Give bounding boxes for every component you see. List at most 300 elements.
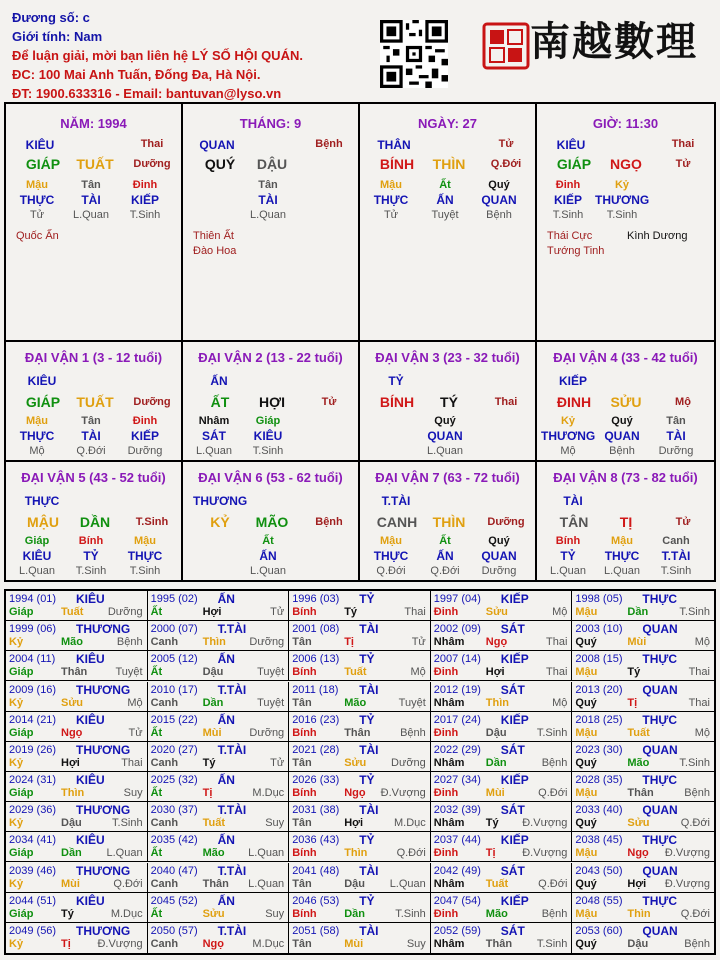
ten-god: KIẾP — [558, 374, 587, 388]
hidden-stem: Kỷ — [560, 415, 576, 427]
year-label: 2053 (60) — [575, 924, 623, 937]
year-label: 2018 (25) — [575, 713, 623, 726]
year-branch: Tý — [202, 756, 216, 769]
year-state: T.Sinh — [536, 937, 568, 950]
year-ten-god: TỶ — [359, 652, 375, 667]
branch-state: Bệnh — [315, 516, 343, 528]
year-label: 2048 (55) — [575, 894, 623, 907]
hidden-state: Bệnh — [486, 209, 512, 221]
year-state: Tuyệt — [398, 696, 426, 709]
year-branch: Tuất — [627, 726, 650, 739]
hidden-state: Tử — [383, 209, 399, 221]
year-label: 2042 (49) — [433, 864, 481, 877]
year-ten-god: QUAN — [642, 923, 678, 938]
year-cell — [289, 621, 431, 651]
year-branch: Dậu — [202, 666, 224, 679]
year-label: 2031 (38) — [292, 804, 340, 817]
branch-state: Q.Đới — [490, 158, 522, 170]
year-branch: Mão — [627, 756, 650, 769]
year-cell — [572, 651, 714, 681]
year-label: 2011 (18) — [292, 683, 339, 696]
year-cell — [431, 772, 573, 802]
ten-god: TỶ — [388, 374, 404, 388]
hidden-state: T.Sinh — [660, 565, 692, 577]
year-ten-god: QUAN — [642, 622, 678, 637]
hidden-stem: Mậu — [611, 535, 633, 547]
year-branch: Ngọ — [627, 847, 649, 860]
year-stem: Giáp — [9, 606, 34, 618]
year-stem: Quý — [575, 817, 597, 830]
year-branch: Ngọ — [202, 937, 224, 950]
luck-title: ĐẠI VẬN 4 (33 - 42 tuổi) — [553, 350, 698, 365]
hidden-stem: Mậu — [26, 415, 48, 427]
year-label: 1998 (05) — [575, 593, 623, 605]
year-label: 2034 (41) — [9, 834, 57, 847]
year-cell — [148, 893, 290, 923]
year-branch: Thân — [344, 726, 371, 739]
year-ten-god: ẤN — [217, 712, 235, 727]
year-branch: Sửu — [485, 606, 508, 618]
year-state: Bệnh — [541, 756, 568, 769]
red-seal-icon — [482, 22, 530, 70]
year-state: Đ.Vượng — [522, 847, 568, 860]
year-state: L.Quan — [389, 877, 426, 890]
year-ten-god: KIẾP — [500, 712, 529, 727]
year-branch: Thìn — [61, 787, 85, 799]
hidden-god: SÁT — [202, 429, 226, 443]
year-branch: Tị — [485, 847, 496, 860]
year-label: 2028 (35) — [575, 774, 623, 786]
year-state: Tử — [270, 756, 285, 769]
year-stem: Canh — [150, 937, 179, 950]
year-cell — [6, 651, 148, 681]
ten-god: T.TÀI — [381, 494, 411, 508]
year-label: 2015 (22) — [150, 713, 198, 726]
year-branch: Sửu — [61, 696, 84, 709]
year-stem: Bính — [292, 726, 317, 739]
year-ten-god: T.TÀI — [217, 863, 247, 878]
year-branch: Tý — [627, 666, 641, 679]
year-stem: Nhâm — [433, 877, 465, 890]
year-stem: Canh — [150, 817, 179, 830]
year-cell — [148, 923, 290, 953]
year-ten-god: ẤN — [217, 773, 235, 787]
ten-god: KIÊU — [556, 138, 586, 152]
year-ten-god: T.TÀI — [217, 803, 247, 818]
year-stem: Đinh — [433, 787, 459, 799]
hidden-stem: Bính — [555, 535, 581, 547]
year-cell — [148, 712, 290, 742]
year-state: Đ.Vượng — [664, 847, 710, 860]
year-label: 2041 (48) — [292, 864, 340, 877]
year-cell — [431, 621, 573, 651]
year-state: Q.Đới — [538, 787, 568, 799]
year-stem: Kỷ — [9, 877, 24, 890]
year-branch: Tuất — [344, 666, 367, 679]
hidden-stem: Tân — [81, 415, 101, 427]
year-branch: Mùi — [61, 877, 80, 890]
pillar-title: NGÀY: 27 — [418, 116, 477, 131]
year-cell — [148, 772, 290, 802]
year-cell — [431, 923, 573, 953]
year-label: 2016 (23) — [292, 713, 340, 726]
year-ten-god: THỰC — [642, 712, 678, 727]
year-ten-god: THƯƠNG — [76, 923, 131, 938]
hidden-god: THỰC — [604, 549, 640, 563]
year-cell — [6, 682, 148, 712]
year-stem: Đinh — [433, 907, 459, 920]
year-label: 2036 (43) — [292, 834, 340, 847]
year-ten-god: TỶ — [359, 592, 375, 606]
year-state: Thai — [404, 606, 426, 618]
hidden-state: L.Quan — [72, 209, 110, 221]
hidden-god: T.TÀI — [661, 549, 691, 563]
star-label: Thiên Ất — [193, 230, 234, 242]
year-cell — [6, 832, 148, 862]
hidden-state: Tuyệt — [431, 209, 459, 221]
year-label: 2008 (15) — [575, 653, 623, 666]
hidden-god: TỶ — [560, 549, 576, 563]
hidden-stem: Quý — [488, 535, 510, 547]
year-cell — [289, 863, 431, 893]
year-cell — [572, 893, 714, 923]
year-ten-god: SÁT — [500, 742, 525, 757]
header-info — [12, 8, 303, 103]
year-ten-god: KIÊU — [76, 773, 105, 787]
year-ten-god: ẤN — [217, 652, 235, 667]
year-state: Q.Đới — [113, 877, 143, 890]
luck-period-cell — [537, 462, 714, 580]
year-branch: Mão — [344, 696, 367, 709]
hidden-god: KIÊU — [22, 549, 52, 563]
luck-title: ĐẠI VẬN 2 (13 - 22 tuổi) — [198, 350, 343, 365]
year-label: 2035 (42) — [150, 834, 198, 847]
year-cell — [148, 742, 290, 772]
luck-period-cell — [360, 342, 537, 462]
year-stem: Bính — [292, 666, 317, 679]
year-state: Suy — [265, 907, 285, 920]
year-branch: Hợi — [627, 877, 647, 890]
year-cell — [431, 893, 573, 923]
year-state: Đ.Vượng — [522, 817, 568, 830]
year-branch: Mão — [485, 907, 508, 920]
year-state: Tuyệt — [257, 696, 285, 709]
branch-state: Dưỡng — [133, 396, 171, 408]
heavenly-stem: KỶ — [210, 514, 230, 530]
year-branch: Thân — [202, 877, 229, 890]
year-ten-god: KIẾP — [500, 893, 529, 908]
earthly-branch: DẦN — [79, 514, 111, 530]
year-ten-god: THƯƠNG — [76, 622, 131, 637]
year-stem: Mậu — [575, 666, 598, 679]
year-stem: Canh — [150, 696, 179, 709]
ten-god: QUAN — [199, 138, 235, 152]
year-ten-god: THƯƠNG — [76, 742, 131, 757]
year-stem: Quý — [575, 636, 597, 649]
luck-title: ĐẠI VẬN 6 (53 - 62 tuổi) — [198, 470, 343, 485]
year-stem: Nhâm — [433, 817, 465, 830]
year-branch: Ngọ — [61, 726, 83, 739]
hidden-stem: Tân — [258, 179, 278, 191]
year-state: Đ.Vượng — [664, 877, 710, 890]
year-stem: Giáp — [9, 666, 34, 679]
hidden-god: TÀI — [81, 193, 101, 207]
year-stem: Kỷ — [9, 636, 24, 649]
year-stem: Tân — [292, 937, 312, 950]
year-ten-god: TỶ — [359, 712, 375, 727]
hidden-state: T.Sinh — [552, 209, 584, 221]
year-branch: Thân — [627, 787, 654, 799]
hidden-state: L.Quan — [195, 445, 233, 457]
year-cell — [431, 591, 573, 621]
ten-god: KIÊU — [27, 374, 57, 388]
year-label: 2010 (17) — [150, 683, 198, 696]
year-branch: Dậu — [627, 937, 649, 950]
year-branch: Tị — [202, 787, 213, 799]
year-cell — [289, 802, 431, 832]
stem-state: Tử — [498, 138, 514, 150]
year-state: Thai — [545, 636, 568, 649]
year-stem: Bính — [292, 847, 317, 860]
year-state: Tử — [411, 636, 426, 649]
year-state: Tử — [270, 606, 285, 618]
year-state: Mộ — [694, 636, 710, 649]
header-line: Đương số: c — [12, 10, 90, 25]
year-stem: Tân — [292, 636, 312, 649]
year-state: L.Quan — [248, 847, 285, 860]
year-state: Dưỡng — [391, 756, 426, 769]
earthly-branch: TÝ — [440, 394, 458, 410]
hidden-god: KIẾP — [130, 193, 159, 207]
year-state: Dưỡng — [249, 726, 285, 739]
hidden-state: T.Sinh — [606, 209, 638, 221]
year-label: 1999 (06) — [9, 623, 57, 636]
year-ten-god: TỶ — [359, 773, 375, 787]
earthly-branch: TUẤT — [76, 394, 114, 410]
earthly-branch: TỊ — [619, 514, 633, 530]
year-ten-god: T.TÀI — [217, 682, 247, 697]
year-stem: Mậu — [575, 606, 598, 618]
year-cell — [148, 591, 290, 621]
pillar-title: THÁNG: 9 — [239, 116, 302, 131]
hidden-god: KIÊU — [253, 429, 283, 443]
year-cell — [572, 802, 714, 832]
earthly-branch: THÌN — [432, 156, 466, 172]
year-cell — [148, 863, 290, 893]
year-branch: Tý — [485, 817, 499, 830]
year-label: 2023 (30) — [575, 743, 623, 756]
year-label: 2029 (36) — [9, 804, 57, 817]
hidden-state: L.Quan — [18, 565, 56, 577]
year-branch: Sửu — [344, 756, 367, 769]
year-cell — [148, 682, 290, 712]
year-cell — [6, 712, 148, 742]
hidden-god: THỰC — [127, 549, 163, 563]
year-label: 2051 (58) — [292, 924, 340, 937]
year-state: Mộ — [410, 666, 426, 679]
hidden-state: T.Sinh — [129, 209, 161, 221]
pillar-cell — [6, 104, 183, 342]
header-line: Giới tính: Nam — [12, 29, 103, 44]
year-ten-god: T.TÀI — [217, 923, 247, 938]
year-state: Thai — [121, 756, 143, 769]
year-ten-god: KIẾP — [500, 773, 529, 787]
year-ten-god: TÀI — [359, 742, 379, 757]
year-branch: Hợi — [485, 666, 505, 679]
hidden-god: QUAN — [427, 429, 463, 443]
year-state: L.Quan — [248, 877, 285, 890]
year-state: Mộ — [127, 696, 143, 709]
hidden-stem: Quý — [488, 179, 510, 191]
luck-period-cell — [183, 462, 360, 580]
yearly-table — [4, 589, 716, 955]
hidden-god: ẤN — [259, 549, 277, 563]
branch-state: Tử — [675, 516, 691, 528]
year-ten-god: T.TÀI — [217, 742, 247, 757]
heavenly-stem: BÍNH — [379, 156, 415, 172]
year-stem: Ất — [150, 847, 163, 860]
year-cell — [431, 832, 573, 862]
year-branch: Dần — [344, 907, 365, 920]
year-state: Tuyệt — [257, 666, 285, 679]
hidden-state: Q.Đới — [430, 565, 460, 577]
year-state: Bệnh — [116, 636, 143, 649]
year-ten-god: TÀI — [359, 622, 379, 637]
year-label: 2030 (37) — [150, 804, 198, 817]
branch-state: Dưỡng — [487, 516, 525, 528]
pillar-cell — [360, 104, 537, 342]
year-cell — [6, 802, 148, 832]
year-ten-god: KIÊU — [76, 592, 105, 606]
year-branch: Tị — [627, 696, 638, 709]
year-label: 1995 (02) — [150, 593, 198, 605]
stem-state: Bệnh — [315, 138, 343, 150]
hidden-stem: Canh — [662, 535, 690, 547]
year-label: 2022 (29) — [433, 743, 481, 756]
hidden-stem: Tân — [666, 415, 686, 427]
year-ten-god: THỰC — [642, 893, 678, 908]
branch-state: Dưỡng — [133, 158, 171, 170]
year-cell — [431, 742, 573, 772]
ten-god: THÂN — [377, 138, 411, 152]
year-label: 2012 (19) — [433, 683, 481, 696]
hidden-state: Q.Đới — [376, 565, 406, 577]
year-state: L.Quan — [106, 847, 143, 860]
hidden-stem: Giáp — [24, 535, 50, 547]
year-branch: Dần — [61, 847, 82, 860]
year-ten-god: SÁT — [500, 803, 525, 818]
year-branch: Dậu — [344, 877, 365, 890]
year-ten-god: THỰC — [642, 592, 678, 606]
hidden-state: Q.Đới — [76, 445, 106, 457]
year-ten-god: THỰC — [642, 652, 678, 667]
year-state: Mộ — [552, 696, 568, 709]
heavenly-stem: CANH — [376, 514, 418, 530]
year-ten-god: THỰC — [642, 773, 678, 787]
year-stem: Ất — [150, 907, 163, 920]
year-state: Mộ — [694, 726, 710, 739]
hidden-stem: Đinh — [555, 179, 581, 191]
year-stem: Giáp — [9, 787, 34, 799]
hidden-god: QUAN — [604, 429, 640, 443]
year-stem: Canh — [150, 636, 179, 649]
year-branch: Ngọ — [344, 787, 366, 799]
year-state: M.Dục — [252, 937, 285, 950]
year-state: M.Dục — [252, 787, 285, 799]
year-cell — [572, 591, 714, 621]
year-state: Q.Đới — [680, 817, 710, 830]
year-branch: Sửu — [202, 907, 225, 920]
heavenly-stem: GIÁP — [25, 156, 61, 172]
year-cell — [572, 772, 714, 802]
year-stem: Ất — [150, 726, 163, 739]
year-ten-god: THƯƠNG — [76, 682, 131, 697]
branch-state: Tử — [321, 396, 337, 408]
luck-period-cell — [537, 342, 714, 462]
year-label: 2032 (39) — [433, 804, 481, 817]
year-stem: Tân — [292, 696, 312, 709]
year-branch: Tuất — [485, 877, 509, 890]
year-label: 2037 (44) — [433, 834, 481, 847]
year-branch: Thìn — [627, 907, 651, 920]
hidden-god: THƯƠNG — [595, 193, 650, 207]
year-label: 2019 (26) — [9, 743, 57, 756]
year-stem: Kỷ — [9, 696, 24, 709]
ten-god: KIÊU — [25, 138, 55, 152]
hidden-god: TỶ — [83, 549, 99, 563]
hidden-state: Mộ — [560, 445, 576, 457]
year-label: 2006 (13) — [292, 653, 340, 666]
star-label: Quốc Ấn — [16, 230, 59, 242]
year-label: 2047 (54) — [433, 894, 481, 907]
year-cell — [572, 712, 714, 742]
year-cell — [6, 772, 148, 802]
year-stem: Mậu — [575, 726, 598, 739]
year-stem: Ất — [150, 666, 163, 679]
year-label: 1996 (03) — [292, 593, 340, 605]
year-ten-god: THƯƠNG — [76, 803, 131, 818]
year-ten-god: TỶ — [359, 893, 375, 908]
luck-period-cell — [6, 342, 183, 462]
hidden-state: L.Quan — [249, 209, 287, 221]
year-stem: Bính — [292, 606, 317, 618]
year-stem: Đinh — [433, 666, 459, 679]
hidden-god: TÀI — [258, 193, 278, 207]
year-state: Dưỡng — [107, 606, 143, 618]
year-ten-god: T.TÀI — [217, 622, 247, 637]
year-label: 2046 (53) — [292, 894, 340, 907]
year-stem: Nhâm — [433, 696, 465, 709]
year-cell — [289, 832, 431, 862]
year-state: M.Dục — [110, 907, 143, 920]
year-state: Q.Đới — [538, 877, 568, 890]
year-ten-god: TỶ — [359, 833, 375, 848]
year-branch: Dậu — [61, 817, 82, 830]
star-label: Kình Dương — [627, 230, 688, 242]
year-cell — [572, 923, 714, 953]
year-state: T.Sinh — [679, 606, 710, 618]
year-state: Mộ — [552, 606, 568, 618]
qr-code-icon — [380, 20, 448, 88]
year-state: Thai — [545, 666, 568, 679]
year-state: Bệnh — [400, 726, 426, 739]
year-ten-god: KIẾP — [500, 592, 529, 606]
stem-state: Thai — [140, 138, 164, 150]
year-label: 2005 (12) — [150, 653, 198, 666]
year-state: Đ.Vượng — [380, 787, 426, 799]
year-label: 2014 (21) — [9, 713, 57, 726]
year-stem: Ất — [150, 787, 163, 799]
